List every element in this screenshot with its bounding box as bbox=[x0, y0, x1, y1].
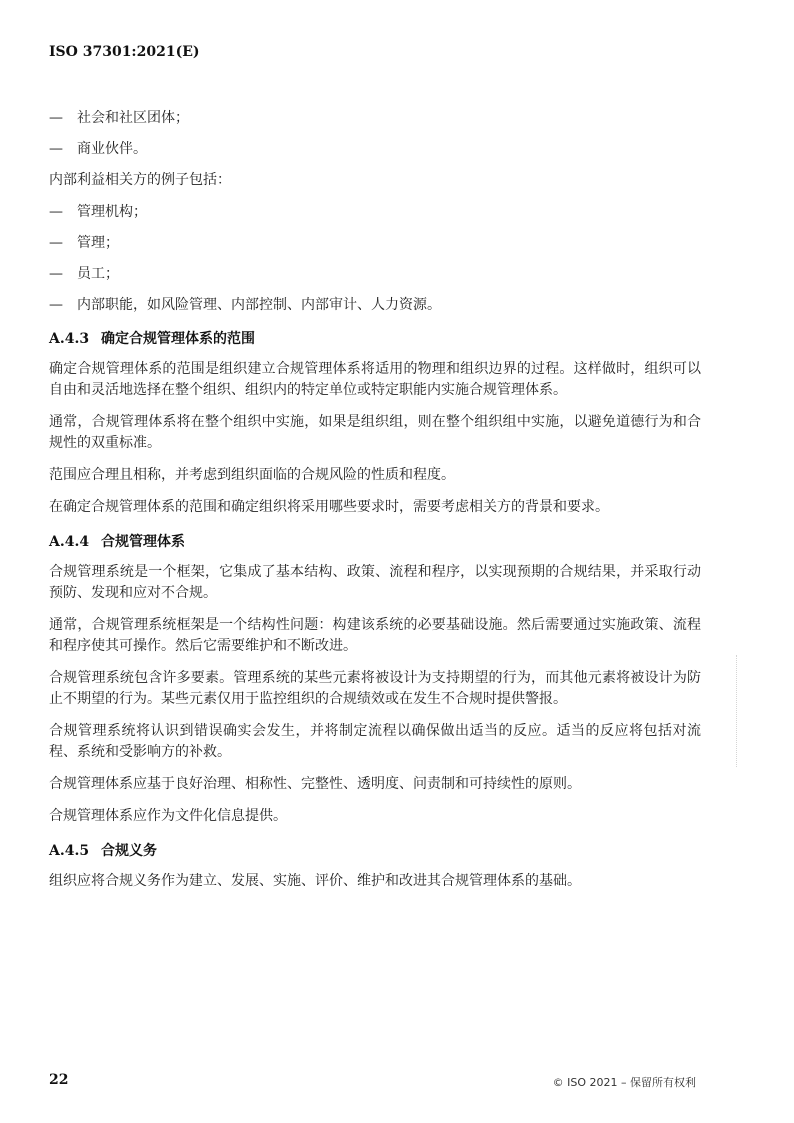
paragraph: 合规管理体系应基于良好治理、相称性、完整性、透明度、问责制和可持续性的原则。 bbox=[49, 776, 581, 792]
paragraph: 在确定合规管理体系的范围和确定组织将采用哪些要求时，需要考虑相关方的背景和要求。 bbox=[49, 499, 609, 515]
list-dash: — bbox=[49, 141, 63, 157]
paragraph: 合规管理系统是一个框架，它集成了基本结构、政策、流程和程序，以实现预期的合规结果，并采取行动预防、发现和应对不合规。 bbox=[49, 564, 701, 601]
copyright-notice: © ISO 2021 – 保留所有权利 bbox=[552, 1076, 696, 1089]
section-heading-a43 bbox=[49, 329, 701, 349]
paragraph: 合规管理体系应作为文件化信息提供。 bbox=[49, 808, 287, 824]
list-item-text: 员工； bbox=[77, 266, 119, 282]
paragraph: 通常，合规管理系统框架是一个结构性问题：构建该系统的必要基础设施。然后需要通过实施政策、流程和程序使其可操作。然后它需要维护和不断改进。 bbox=[49, 617, 701, 654]
list-item-text: 社会和社区团体； bbox=[77, 110, 189, 126]
paragraph: 确定合规管理体系的范围是组织建立合规管理体系将适用的物理和组织边界的过程。这样做时，组织可以自由和灵活地选择在整个组织、组织内的特定单位或特定职能内实施合规管理体系。 bbox=[49, 361, 701, 398]
paragraph: 合规管理系统包含许多要素。管理系统的某些元素将被设计为支持期望的行为，而其他元素将被设计为防止不期望的行为。某些元素仅用于监控组织的合规绩效或在发生不合规时提供警报。 bbox=[49, 670, 701, 707]
section-title: 合规管理体系 bbox=[101, 534, 185, 550]
list-dash: — bbox=[49, 110, 63, 126]
section-heading-a44 bbox=[49, 532, 701, 552]
section-number: A.4.3 bbox=[49, 331, 90, 347]
page-number: 22 bbox=[49, 1072, 69, 1088]
section-title: 合规义务 bbox=[101, 843, 157, 859]
paragraph: 范围应合理且相称，并考虑到组织面临的合规风险的性质和程度。 bbox=[49, 467, 455, 483]
list-item-text: 管理； bbox=[77, 235, 119, 251]
list-item-text: 管理机构； bbox=[77, 204, 147, 220]
list-item-text: 商业伙伴。 bbox=[77, 141, 147, 157]
document-code: ISO 37301:2021(E) bbox=[49, 44, 200, 60]
list-dash: — bbox=[49, 297, 63, 313]
list-dash: — bbox=[49, 266, 63, 282]
paragraph: 通常，合规管理体系将在整个组织中实施，如果是组织组，则在整个组织组中实施，以避免道德行为和合规性的双重标准。 bbox=[49, 414, 701, 451]
internal-stakeholders-intro: 内部利益相关方的例子包括： bbox=[49, 172, 231, 188]
paragraph: 合规管理系统将认识到错误确实会发生，并将制定流程以确保做出适当的反应。适当的反应将包括对流程、系统和受影响方的补救。 bbox=[49, 723, 701, 760]
list-item bbox=[49, 264, 701, 284]
section-title: 确定合规管理体系的范围 bbox=[101, 331, 255, 347]
list-item bbox=[49, 139, 701, 159]
list-item-text: 内部职能，如风险管理、内部控制、内部审计、人力资源。 bbox=[77, 297, 441, 313]
list-item bbox=[49, 202, 701, 222]
list-item bbox=[49, 233, 701, 253]
list-dash: — bbox=[49, 235, 63, 251]
section-heading-a45 bbox=[49, 841, 701, 861]
margin-mark bbox=[736, 655, 740, 767]
list-dash: — bbox=[49, 204, 63, 220]
section-number: A.4.4 bbox=[49, 534, 90, 550]
list-item bbox=[49, 108, 701, 128]
document-body bbox=[49, 108, 701, 903]
section-number: A.4.5 bbox=[49, 843, 90, 859]
list-item bbox=[49, 295, 701, 315]
paragraph: 组织应将合规义务作为建立、发展、实施、评价、维护和改进其合规管理体系的基础。 bbox=[49, 873, 581, 889]
